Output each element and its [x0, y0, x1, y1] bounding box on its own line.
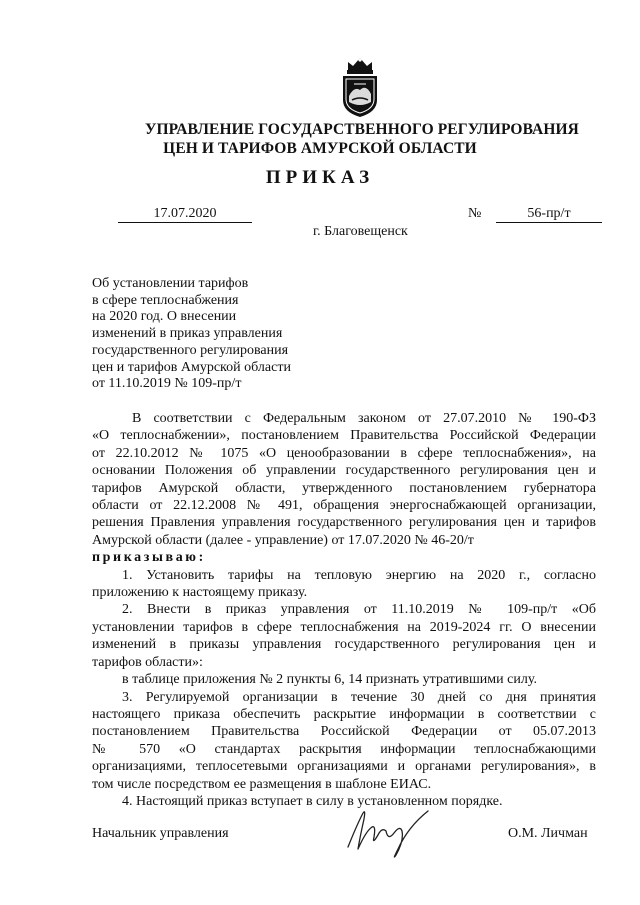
number-label: № [468, 206, 482, 221]
body-line: установлении тарифов в сфере теплоснабжения на 2019-2024 гг. О внесении [92, 619, 596, 635]
signatory-name: О.М. Личман [508, 826, 588, 841]
body-line: в таблице приложения № 2 пункты 6, 14 признать утратившими силу. [122, 672, 537, 688]
body-line: изменений в приказы управления государственного регулирования цен и [92, 637, 596, 653]
order-keyword-text: приказываю: [92, 550, 206, 566]
body-line: 4. Настоящий приказ вступает в силу в установленном порядке. [122, 793, 503, 809]
signatory-position: Начальник управления [92, 826, 229, 841]
document-subject [92, 276, 352, 393]
coat-of-arms-icon [340, 56, 380, 118]
document-city: г. Благовещенск [313, 224, 408, 239]
organization-name-line1: УПРАВЛЕНИЕ ГОСУДАРСТВЕННОГО РЕГУЛИРОВАНИЯ [145, 121, 579, 138]
organization-name-line2: ЦЕН И ТАРИФОВ АМУРСКОЙ ОБЛАСТИ [163, 140, 477, 157]
document-type-title: ПРИКАЗ [265, 167, 375, 188]
body-line: от 22.10.2012 № 1075 «О ценообразовании в сфере теплоснабжения», на [92, 445, 596, 461]
body-line: 2. Внести в приказ управления от 11.10.2019 № 109-пр/т «Об [122, 602, 596, 618]
subject-line: от 11.10.2019 № 109-пр/т [92, 376, 242, 392]
handwritten-signature [342, 797, 434, 863]
subject-line: в сфере теплоснабжения [92, 292, 239, 308]
document-body [92, 410, 596, 810]
subject-line: на 2020 год. О внесении [92, 309, 237, 325]
body-line: тарифов области»: [92, 654, 203, 670]
body-line: № 570 «О стандартах раскрытия информации теплоснабжающими [92, 741, 596, 757]
body-line: организациями, теплосетевыми организациями и органами регулирования», в [92, 759, 596, 775]
body-line: настоящего приказа обеспечить раскрытие информации в соответствии с [92, 706, 596, 722]
subject-line: цен и тарифов Амурской области [92, 359, 291, 375]
subject-line: Об установлении тарифов [92, 276, 249, 291]
body-line: решения Правления управления государственного регулирования цен и тарифов [92, 515, 596, 531]
body-line: том числе посредством ее размещения в шаблоне ЕИАС. [92, 776, 432, 792]
body-line: приложению к настоящему приказу. [92, 585, 308, 601]
body-line: основании Положения об управлении государственного регулирования цен и [92, 463, 596, 479]
subject-line: государственного регулирования [92, 342, 289, 358]
body-line: постановлением Правительства Российской Федерации от 05.07.2013 [92, 724, 596, 740]
subject-line: изменений в приказ управления [92, 326, 283, 342]
body-line: тарифов Амурской области, утвержденного постановлением губернатора [92, 480, 596, 496]
body-line: В соответствии с Федеральным законом от 27.07.2010 № 190-ФЗ [132, 411, 596, 426]
body-line: области от 22.12.2008 № 491, обращения энергоснабжающей организации, [92, 498, 596, 514]
body-line: Амурской области (далее - управление) от 17.07.2020 № 46-20/т [92, 532, 474, 548]
order-keyword [92, 549, 596, 566]
body-line: «О теплоснабжении», постановлением Правительства Российской Федерации [92, 428, 596, 444]
body-line: 3. Регулируемой организации в течение 30 дней со дня принятия [122, 689, 596, 705]
body-line: 1. Установить тарифы на тепловую энергию на 2020 г., согласно [122, 567, 596, 583]
document-date: 17.07.2020 [118, 206, 252, 223]
document-number: 56-пр/т [496, 206, 602, 223]
